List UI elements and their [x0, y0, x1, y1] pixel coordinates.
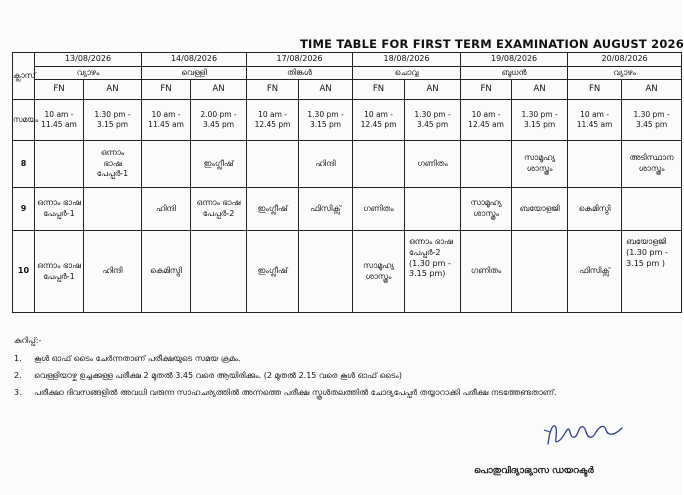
notes-heading: കുറിപ്പ്:- — [14, 336, 42, 345]
note-text: വെള്ളിയാഴ്ച ഉച്ചക്കുള്ള പരീക്ഷ 2 മുതൽ 3.45 വരെ ആയിരിക്കും. (2 മുതൽ 2.15 വരെ കൂൾ ഓഫ് ടൈം) — [34, 371, 402, 380]
session-an: AN — [84, 80, 142, 100]
subject-cell: ഹിന്ദി — [299, 141, 353, 188]
session-fn: FN — [568, 80, 622, 100]
subject-cell: അടിസ്ഥാന ശാസ്ത്രം — [622, 141, 682, 188]
session-time: 1.30 pm - 3.15 pm — [512, 100, 568, 141]
exam-weekday: ബുധൻ — [461, 67, 568, 80]
weekday-row — [13, 67, 682, 80]
subject-cell — [622, 188, 682, 231]
subject-cell — [142, 141, 191, 188]
time-stub: സമയം — [13, 100, 35, 141]
note-text: പരീക്ഷാ ദിവസങ്ങളിൽ അവധി വരുന്ന സാഹചര്യത്തിൽ അന്നത്തെ പരീക്ഷ സ്കൂൾതലത്തിൽ ചോദ്യപേപ്പർ തയ്യാറാക്കി പരീക്ഷ നടത്തേണ്ടതാണ്. — [34, 388, 557, 397]
session-an: AN — [512, 80, 568, 100]
session-time: 1.30 pm - 3.45 pm — [622, 100, 682, 141]
session-time: 10 am - 12.45 am — [461, 100, 512, 141]
subject-cell: ഒന്നാം ഭാഷ പേപ്പർ-2 (1.30 pm - 3.15 pm) — [405, 231, 461, 313]
signature-image — [540, 418, 630, 448]
time-row — [13, 100, 682, 141]
class-row — [13, 141, 682, 188]
class-row — [13, 188, 682, 231]
subject-cell: ഇംഗ്ലീഷ് — [191, 141, 247, 188]
class-label: 8 — [13, 141, 35, 188]
note-item — [14, 372, 557, 380]
class-row — [13, 231, 682, 313]
session-time: 1.30 pm - 3.15 pm — [84, 100, 142, 141]
subject-cell — [191, 231, 247, 313]
subject-cell: സാമൂഹ്യ ശാസ്ത്രം — [512, 141, 568, 188]
subject-cell — [299, 231, 353, 313]
signatory-title: പൊതുവിദ്യാഭ്യാസ ഡയറക്ടർ — [474, 466, 594, 476]
session-time: 10 am - 11.45 am — [568, 100, 622, 141]
class-label: 10 — [13, 231, 35, 313]
subject-cell: ഫിസിക്സ് — [299, 188, 353, 231]
note-number: 2. — [14, 371, 22, 380]
note-item — [14, 355, 557, 363]
subject-cell — [35, 141, 84, 188]
exam-date: 14/08/2026 — [142, 53, 247, 67]
session-time: 2.00 pm - 3.45 pm — [191, 100, 247, 141]
session-time: 10 am - 12.45 pm — [353, 100, 405, 141]
session-time: 10 am - 11.45 am — [35, 100, 84, 141]
subject-cell: ഒന്നാം ഭാഷ പേപ്പർ-2 — [191, 188, 247, 231]
subject-cell: ഒന്നാം ഭാഷ പേപ്പർ-1 — [84, 141, 142, 188]
subject-cell: ഇംഗ്ലീഷ് — [247, 188, 299, 231]
exam-weekday: വെള്ളി — [142, 67, 247, 80]
subject-cell — [247, 141, 299, 188]
session-fn: FN — [35, 80, 84, 100]
note-number: 1. — [14, 354, 22, 363]
exam-weekday: തിങ്കൾ — [247, 67, 353, 80]
session-an: AN — [299, 80, 353, 100]
session-fn: FN — [142, 80, 191, 100]
note-item — [14, 389, 557, 397]
timetable-grid — [12, 52, 682, 313]
exam-date: 13/08/2026 — [35, 53, 142, 67]
subject-cell: ബയോളജി — [512, 188, 568, 231]
subject-cell: കെമിസ്ട്രി — [142, 231, 191, 313]
subject-cell: ബയോളജി (1.30 pm - 3.15 pm ) — [622, 231, 682, 313]
session-an: AN — [191, 80, 247, 100]
subject-cell: ഒന്നാം ഭാഷ പേപ്പർ-1 — [35, 231, 84, 313]
subject-cell — [568, 141, 622, 188]
note-number: 3. — [14, 388, 22, 397]
subject-cell: ഫിസിക്സ് — [568, 231, 622, 313]
exam-weekday: ചൊവ്വ — [353, 67, 461, 80]
subject-cell — [405, 188, 461, 231]
note-text: കൂൾ ഓഫ് ടൈം ചേർന്നതാണ് പരീക്ഷയുടെ സമയ ക്രമം. — [34, 354, 241, 363]
session-an: AN — [405, 80, 461, 100]
exam-date: 17/08/2026 — [247, 53, 353, 67]
exam-weekday: വ്യാഴം — [568, 67, 682, 80]
subject-cell: ഗണിതം — [405, 141, 461, 188]
session-fn: FN — [461, 80, 512, 100]
session-row — [13, 80, 682, 100]
subject-cell: ഹിന്ദി — [84, 231, 142, 313]
session-time: 10 am - 12.45 pm — [247, 100, 299, 141]
exam-date: 20/08/2026 — [568, 53, 682, 67]
subject-cell: ഹിന്ദി — [142, 188, 191, 231]
subject-cell: ഗണിതം — [353, 188, 405, 231]
subject-cell — [353, 141, 405, 188]
document-title: TIME TABLE FOR FIRST TERM EXAMINATION AUGUST 2026 — [300, 37, 684, 51]
date-row — [13, 53, 682, 67]
notes-section — [14, 337, 557, 406]
class-stub-header: ക്ലാസ് — [13, 53, 35, 100]
subject-cell: സാമൂഹ്യ ശാസ്ത്രം — [353, 231, 405, 313]
session-time: 1.30 pm - 3.15 pm — [299, 100, 353, 141]
exam-date: 19/08/2026 — [461, 53, 568, 67]
subject-cell: ഇംഗ്ലീഷ് — [247, 231, 299, 313]
session-an: AN — [622, 80, 682, 100]
session-fn: FN — [247, 80, 299, 100]
session-time: 10 am - 11.45 am — [142, 100, 191, 141]
exam-date: 18/08/2026 — [353, 53, 461, 67]
subject-cell: ഒന്നാം ഭാഷ പേപ്പർ-1 — [35, 188, 84, 231]
class-label: 9 — [13, 188, 35, 231]
session-fn: FN — [353, 80, 405, 100]
session-time: 1.30 pm - 3.45 pm — [405, 100, 461, 141]
subject-cell — [512, 231, 568, 313]
subject-cell — [84, 188, 142, 231]
subject-cell: സാമൂഹ്യ ശാസ്ത്രം — [461, 188, 512, 231]
exam-weekday: വ്യാഴം — [35, 67, 142, 80]
subject-cell: ഗണിതം — [461, 231, 512, 313]
subject-cell — [461, 141, 512, 188]
subject-cell: കെമിസ്ട്രി — [568, 188, 622, 231]
